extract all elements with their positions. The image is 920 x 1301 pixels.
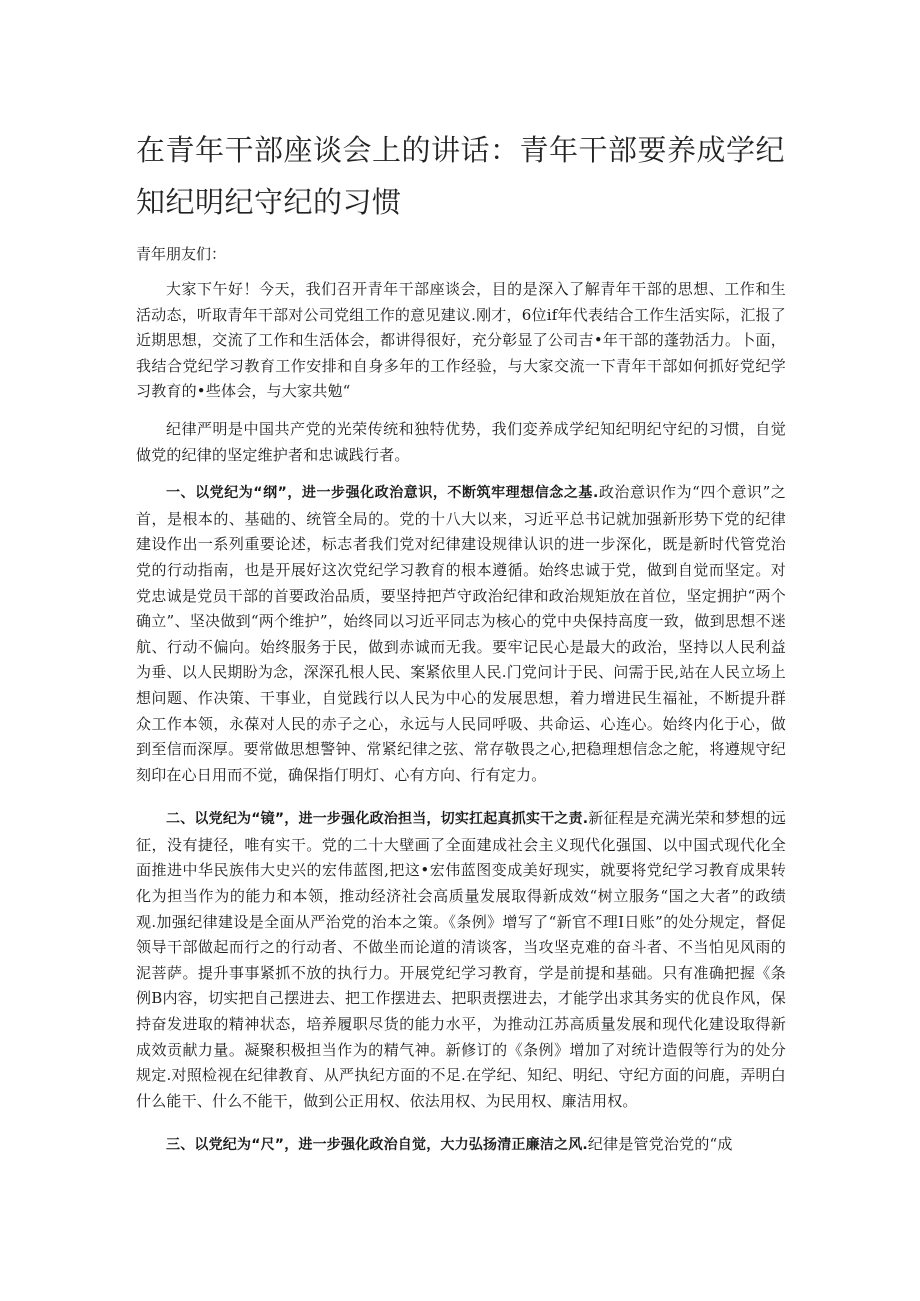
document-title: 在青年干部座谈会上的讲话：青年干部要养成学纪知纪明纪守纪的习惯 <box>136 133 786 219</box>
section-two-body: 新征程是充满光荣和梦想的远征，没有捷径，唯有实干。党的二十大壁画了全面建成社会主义现代化强国、以中国式现代化全面推进中华民族伟大史兴的宏伟蓝图,把这•宏伟蓝图变成美好现实，就要将党纪学习教育成果转化为担当作为的能力和本领，推动经济社会高质量发展取得新成效“树立服务“国之大者”的政绩观.加强纪律建设是全面从严治党的治本之策。《条例》增写了“新官不理I日账”的处分规定，督促领导干部做起而行之的行动者、不做坐而论道的清谈客，当攻坚克难的奋斗者、不当怕见风雨的泥菩萨。提升事事紧抓不放的执行力。开展党纪学习教育，学是前提和基础。只有准确把握《条例B内容，切实把自己摆进去、把工作摆进去、把职责摆进去，才能学出求其务实的优良作风，保持奋发进取的精神状态，培养履职尽货的能力水平，为推动江苏高质量发展和现代化建设取得新成效贡献力量。凝聚积极担当作为的精气神。新修订的《条例》增加了对统计造假等行为的处分规定.对照检视在纪律教育、从严执纪方面的不足.在学纪、知纪、明纪、守纪方面的问鹿，弄明白什么能干、什么不能干，做到公正用权、依法用权、为民用权、廉洁用权。 <box>136 809 786 1110</box>
section-two-heading: 二、以党纪为“镜”，进一步强化政治担当，切实扛起真抓实干之责. <box>166 811 589 828</box>
section-one-heading: 一、以党纪为“纲”，进一步强化政治意识，不断筑牢理想信念之基. <box>166 485 599 502</box>
salutation: 青年朋友们： <box>136 245 227 263</box>
section-one <box>136 480 786 788</box>
intro-paragraph: 大家下午好！今天，我们召开青年干部座谈会，目的是深入了解青年干部的思想、工作和生活动态，听取青年干部对公司党组工作的意见建议.刚才，6位if年代表结合工作生活实际，汇报了近期思想，交流了工作和生活体会，都讲得很好，充分彰显了公司吉•年干部的蓬勃活力。卜面，我结合党纪学习教育工作安排和自身多年的工作经验，与大家交流一下青年干部如何抓好党纪学习教育的•些体会，与大家共勉“ <box>136 280 786 401</box>
document-page <box>136 124 786 1177</box>
section-two <box>136 806 786 1114</box>
section-three-body: 纪律是管党治党的“成 <box>587 1135 733 1154</box>
section-three <box>136 1132 786 1159</box>
section-one-body: 政治意识作为“四个意识”之首，是根本的、基础的、统管全局的。党的十八大以来，习近平总书记就加强新形势下党的纪律建设作出一系列重要论述，标志者我们党对纪律建设规律认识的进一步深化，既是新时代管党治党的行动指南，也是开展好这次党纪学习教育的根本遵循。始终忠诚于党，做到自觉而坚定。对党忠诚是党员干部的首要政治品质，要坚持把芦守政治纪律和政治规矩放在首位，坚定拥护“两个确立”、坚决做到“两个维护”，始终同以习近平同志为核心的党中央保持高度一致，做到思想不迷航、行动不偏向。始终服务于民，做到赤诚而无我。要牢记民心是最大的政治，坚持以人民利益为垂、以人民期盼为念，深深孔根人民、案紧依里人民.门党问计于民、问需于民,站在人民立场上想问题、作决策、干事业，自觉践行以人民为中心的发展思想，着力增进民生福祉，不断提升群众工作本领，永葆对人民的赤子之心，永远与人民同呼吸、共命运、心连心。始终内化于心，做到至信而深厚。要常做思想警钟、常紧纪律之弦、常存敬畏之心,把稳理想信念之舵，将遵规守纪刻印在心日用而不觉，确保指仃明灯、心有方向、行有定力。 <box>136 483 786 784</box>
section-three-heading: 三、以党纪为“尺”，进一步强化政治自觉，大力弘扬清正廉洁之风. <box>166 1137 588 1154</box>
thesis-paragraph: 纪律严明是中国共产党的光荣传统和独特优势，我们変养成学纪知纪明纪守纪的习惯，自觉做党的纪律的坚定维护者和忠诚践行者。 <box>136 419 786 464</box>
